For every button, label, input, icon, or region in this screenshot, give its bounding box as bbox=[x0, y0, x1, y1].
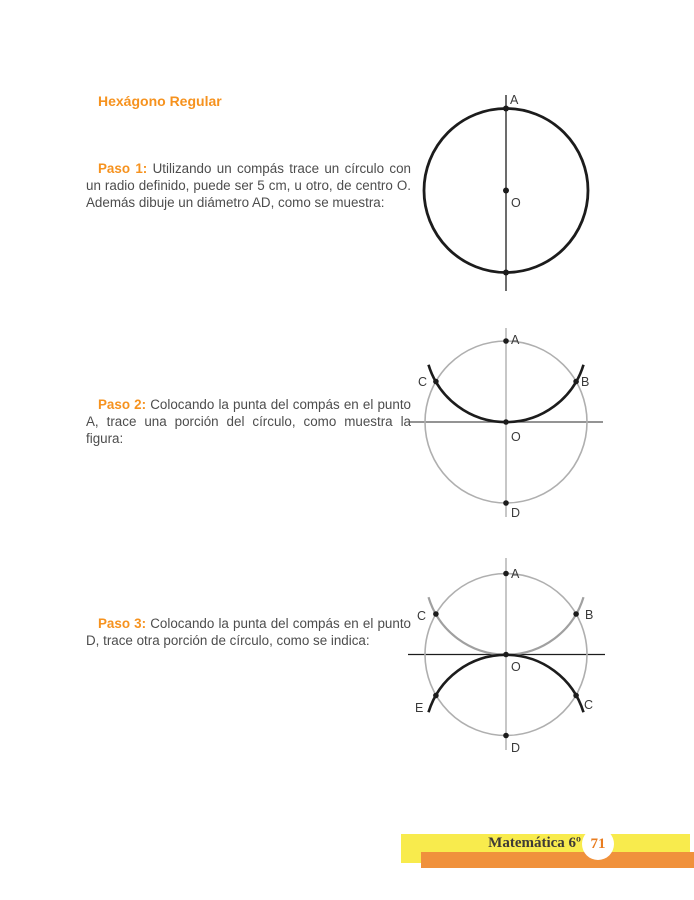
page-number: 71 bbox=[590, 835, 606, 852]
figure-paso-2 bbox=[395, 318, 620, 533]
point-label-c: C bbox=[418, 375, 428, 389]
step-3-text: Colocando la punta del compás en el punto D, trace otra porción de círculo, como se indica: bbox=[86, 616, 411, 649]
point-label-d: D bbox=[511, 506, 521, 520]
point-label-b: B bbox=[581, 375, 590, 389]
point-dot-o bbox=[503, 652, 509, 658]
step-3-paragraph bbox=[86, 615, 411, 649]
point-dot-b bbox=[573, 379, 579, 385]
step-1-paragraph bbox=[86, 160, 411, 211]
step-1-text: Utilizando un compás trace un círculo con un radio definido, puede ser 5 cm, u otro, de centro O. Además dibuje un diámetro AD, como se muestra: bbox=[86, 161, 411, 211]
point-dot-c-lower bbox=[573, 693, 579, 699]
point-dot-d bbox=[503, 270, 509, 276]
step-2-paragraph bbox=[86, 396, 411, 447]
point-label-o: O bbox=[511, 660, 521, 674]
section-title: Hexágono Regular bbox=[98, 93, 222, 109]
step-2-label: Paso 2: bbox=[98, 397, 147, 413]
point-dot-d bbox=[503, 500, 509, 506]
point-dot-o bbox=[503, 419, 509, 425]
point-label-o: O bbox=[511, 430, 521, 444]
point-label-d: D bbox=[511, 741, 521, 755]
point-label-a: A bbox=[511, 567, 520, 581]
point-dot-a bbox=[503, 338, 509, 344]
point-dot-a bbox=[503, 106, 509, 112]
point-dot-c-upper bbox=[433, 611, 439, 617]
step-3-label: Paso 3: bbox=[98, 616, 147, 632]
point-label-c-lower: C bbox=[584, 698, 594, 712]
figure-paso-1 bbox=[395, 85, 620, 300]
point-dot-c bbox=[433, 379, 439, 385]
point-label-e: E bbox=[415, 701, 424, 715]
point-dot-o bbox=[503, 188, 509, 194]
point-dot-e bbox=[433, 693, 439, 699]
point-dot-b bbox=[573, 611, 579, 617]
point-label-a: A bbox=[510, 93, 519, 107]
footer-course-title: Matemática 6º bbox=[488, 834, 581, 851]
step-1-label: Paso 1: bbox=[98, 161, 148, 177]
point-label-b: B bbox=[585, 608, 594, 622]
point-dot-a bbox=[503, 571, 509, 577]
page-number-badge bbox=[582, 828, 614, 860]
point-label-o: O bbox=[511, 196, 521, 210]
point-label-c-upper: C bbox=[417, 609, 427, 623]
point-label-a: A bbox=[511, 333, 520, 347]
step-2-text: Colocando la punta del compás en el punto A, trace una porción del círculo, como muestra la figura: bbox=[86, 397, 411, 447]
point-dot-d bbox=[503, 733, 509, 739]
figure-paso-3 bbox=[395, 548, 620, 768]
